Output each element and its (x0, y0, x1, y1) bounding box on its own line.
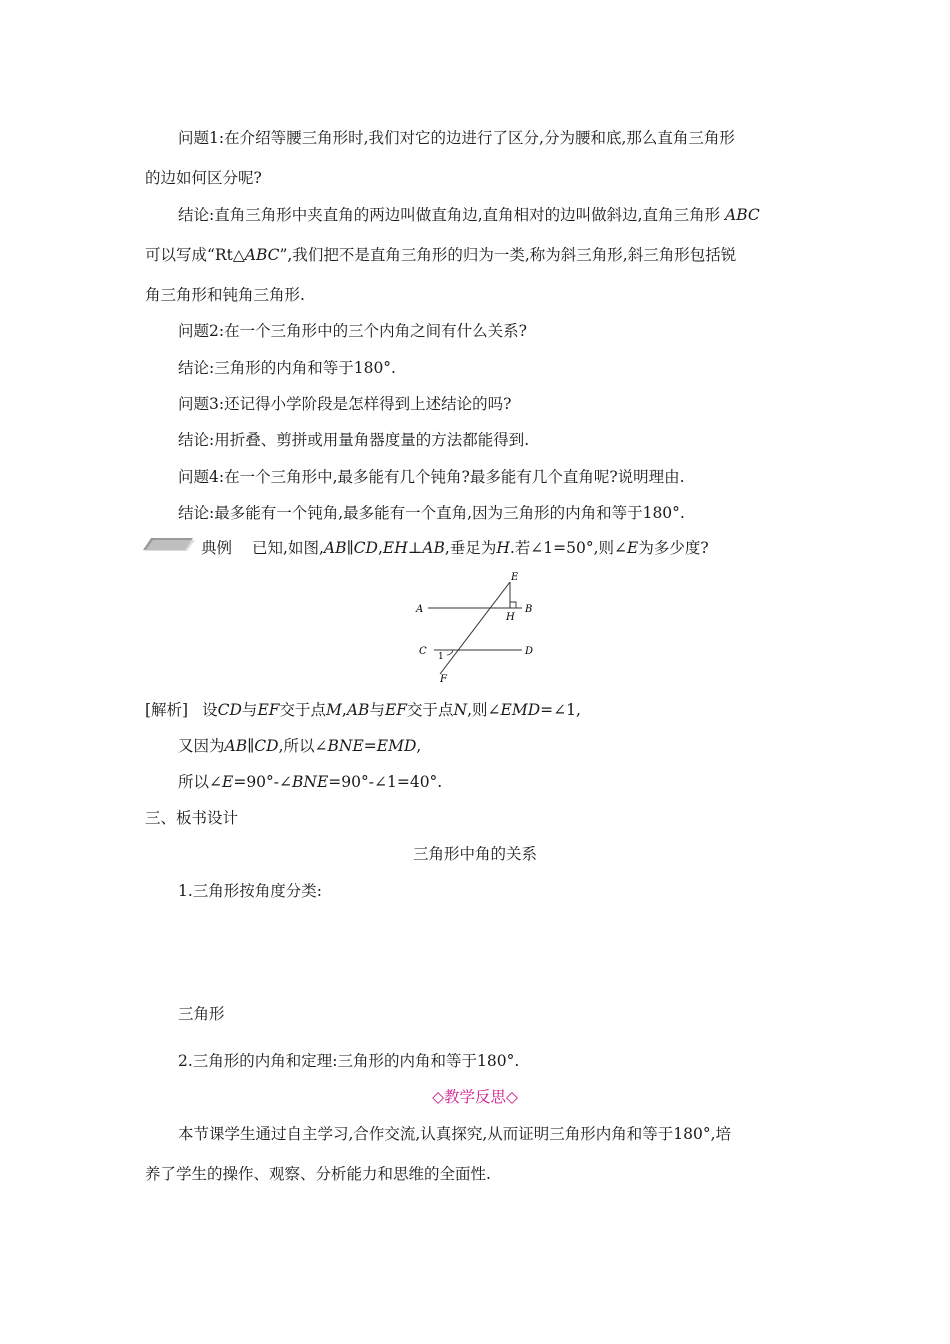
math-var: AB (422, 539, 445, 557)
math-var: AB (346, 701, 370, 719)
math-var: ABC (244, 246, 280, 264)
question-1-line-1: 问题1:在介绍等腰三角形时,我们对它的边进行了区分,分为腰和底,那么直角三角形 (178, 129, 735, 147)
example-label: 典例 (201, 539, 233, 557)
conclusion-1-line-3: 角三角形和钝角三角形. (145, 286, 305, 304)
math-var: BNE (292, 773, 329, 791)
text: 可以写成“Rt△ (145, 246, 245, 264)
math-var: BNE (327, 737, 364, 755)
board-item-1: 1.三角形按角度分类: (178, 882, 323, 900)
solution-line-2 (178, 736, 421, 756)
question-2: 问题2:在一个三角形中的三个内角之间有什么关系? (178, 322, 527, 340)
text: 交于点 (279, 701, 327, 719)
question-3: 问题3:还记得小学阶段是怎样得到上述结论的吗? (178, 395, 512, 413)
example-badge-icon (143, 536, 195, 552)
text: =90°-∠ (233, 773, 293, 791)
math-var: AB (224, 737, 248, 755)
label-f: F (440, 674, 447, 685)
geometry-figure (410, 568, 550, 686)
text: 又因为 (178, 737, 225, 755)
math-var: EF (384, 701, 408, 719)
text: 结论:直角三角形中夹直角的两边叫做直角边,直角相对的边叫做斜边,直角三角形 (178, 206, 726, 224)
label-d: D (525, 646, 534, 657)
board-triangle-label: 三角形 (178, 1005, 225, 1023)
math-var: EF (257, 701, 280, 719)
text: 与 (369, 701, 385, 719)
text: 与 (241, 701, 258, 719)
math-var: N (453, 701, 468, 719)
text: ∥ (346, 539, 354, 557)
text: = (363, 737, 377, 755)
text: ,所以∠ (278, 737, 328, 755)
math-var: CD (353, 539, 378, 557)
reflection-line-1: 本节课学生通过自主学习,合作交流,认真探究,从而证明三角形内角和等于180°,培 (178, 1125, 732, 1143)
math-var: EH (382, 539, 408, 557)
angle-1-arc (447, 650, 453, 655)
math-var: CD (217, 701, 242, 719)
math-var: AB (323, 539, 347, 557)
text: 所以∠ (178, 773, 222, 791)
conclusion-2: 结论:三角形的内角和等于180°. (178, 359, 396, 377)
math-var: M (326, 701, 342, 719)
text: 设 (202, 701, 218, 719)
math-var: CD (254, 737, 279, 755)
text: =90°-∠1=40°. (328, 773, 443, 791)
label-h: H (506, 612, 515, 623)
reflection-line-2: 养了学生的操作、观察、分析能力和思维的全面性. (145, 1165, 491, 1183)
reflection-title: ◇教学反思◇ (432, 1088, 518, 1106)
conclusion-3: 结论:用折叠、剪拼或用量角器度量的方法都能得到. (178, 431, 530, 449)
math-var: ABC (725, 206, 760, 224)
text: 已知,如图, (252, 539, 324, 557)
text: .若∠1=50°,则∠ (509, 539, 628, 557)
solution-line-3 (178, 772, 442, 792)
text: ”,我们把不是直角三角形的归为一类,称为斜三角形,斜三角形包括锐 (279, 246, 737, 264)
conclusion-1-line-2 (145, 245, 736, 265)
solution-line-1 (145, 700, 581, 720)
solution-label: [解析] (145, 701, 189, 719)
line-ef (440, 582, 510, 674)
math-var: H (496, 539, 510, 557)
text: =∠1, (540, 701, 581, 719)
text: ∥ (247, 737, 255, 755)
text: ,则∠ (467, 701, 501, 719)
conclusion-4: 结论:最多能有一个钝角,最多能有一个直角,因为三角形的内角和等于180°. (178, 504, 685, 522)
label-b: B (525, 604, 533, 615)
board-title: 三角形中角的关系 (412, 845, 537, 863)
label-angle-1: 1 (438, 652, 444, 662)
text: ⊥ (407, 539, 423, 557)
math-var: EMD (376, 737, 417, 755)
label-e: E (511, 572, 519, 583)
text: 交于点 (407, 701, 454, 719)
question-4: 问题4:在一个三角形中,最多能有几个钝角?最多能有几个直角呢?说明理由. (178, 468, 685, 486)
math-var: E (222, 773, 234, 791)
example-problem (201, 538, 709, 558)
math-var: E (627, 539, 639, 557)
label-a: A (416, 604, 424, 615)
text: , (377, 539, 383, 557)
conclusion-1-line-1 (178, 205, 760, 225)
section-3-heading: 三、板书设计 (145, 809, 239, 827)
text: ,垂足为 (444, 539, 497, 557)
label-c: C (419, 646, 427, 657)
board-item-2: 2.三角形的内角和定理:三角形的内角和等于180°. (178, 1052, 520, 1070)
text: , (341, 701, 347, 719)
math-var: EMD (500, 701, 541, 719)
question-1-line-2: 的边如何区分呢? (145, 169, 262, 187)
right-angle-mark (510, 602, 516, 608)
text: 为多少度? (638, 539, 709, 557)
text: , (416, 737, 422, 755)
